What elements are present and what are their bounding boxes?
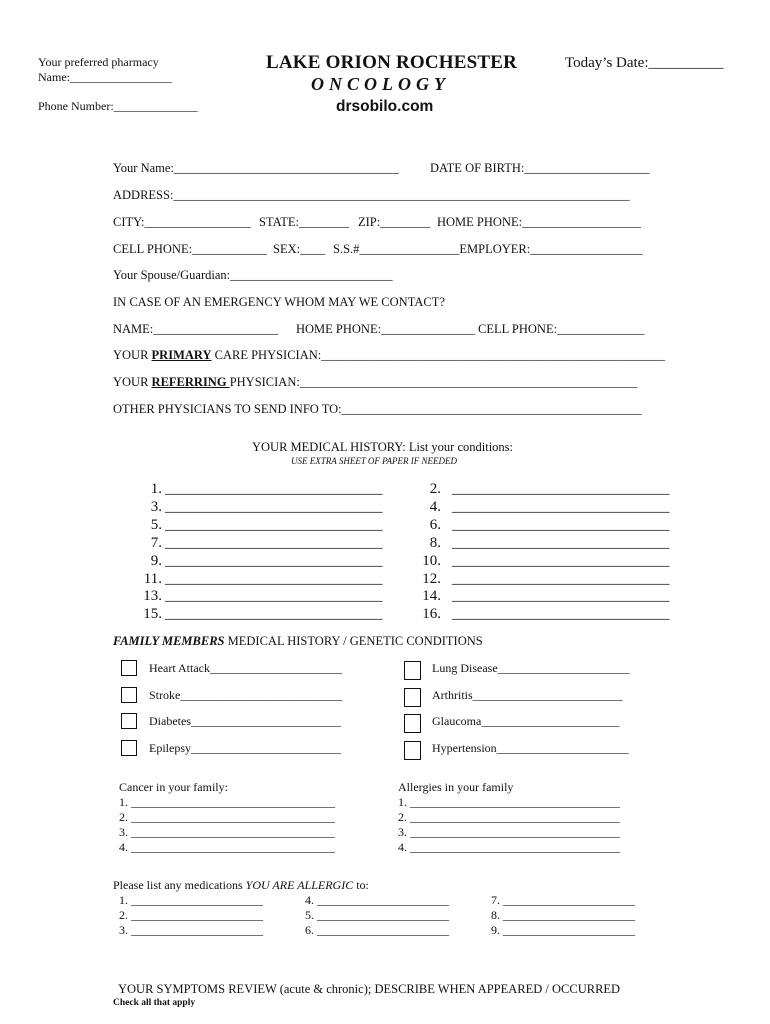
history-entry-line[interactable]: _____________________________ xyxy=(165,481,383,497)
history-entry-line[interactable]: _____________________________ xyxy=(165,516,383,533)
history-number: 14. xyxy=(422,588,441,605)
zip-field[interactable]: ZIP:________ xyxy=(358,215,431,229)
ssn-employer-field[interactable]: S.S.#________________EMPLOYER:__________________ xyxy=(333,242,643,256)
cancer-title: Cancer in your family: xyxy=(119,780,228,794)
history-number: 15. xyxy=(143,606,162,623)
condition-checkbox[interactable] xyxy=(121,740,137,756)
family-condition[interactable]: Arthritis_________________________ xyxy=(432,688,623,702)
primary-suffix: CARE PHYSICIAN:_______________________________________________________ xyxy=(211,348,666,362)
medications-title-emphasis: YOU ARE ALLERGIC xyxy=(245,878,354,892)
history-number: 13. xyxy=(143,588,162,605)
history-entry-line[interactable]: _____________________________ xyxy=(452,534,670,551)
practice-subtitle: ONCOLOGY xyxy=(311,74,450,94)
history-entry-line[interactable]: _____________________________ xyxy=(165,498,383,515)
history-number: 9. xyxy=(150,552,162,569)
pharmacy-label: Your preferred pharmacy xyxy=(38,55,159,69)
home-phone-field[interactable]: HOME PHONE:___________________ xyxy=(437,215,641,229)
history-entry-line[interactable]: _____________________________ xyxy=(165,606,383,623)
medical-history-note: USE EXTRA SHEET OF PAPER IF NEEDED xyxy=(291,456,457,466)
medication-entry-line[interactable]: 4. ______________________ xyxy=(305,893,449,907)
history-entry-line[interactable]: _____________________________ xyxy=(165,552,383,569)
cancer-entry-line[interactable]: 3. __________________________________ xyxy=(119,825,335,839)
condition-checkbox[interactable] xyxy=(404,714,421,733)
allergy-entry-line[interactable]: 4. ___________________________________ xyxy=(398,840,620,854)
condition-checkbox[interactable] xyxy=(404,661,421,680)
condition-checkbox[interactable] xyxy=(121,660,137,676)
medication-entry-line[interactable]: 9. ______________________ xyxy=(491,923,635,937)
history-number: 5. xyxy=(150,516,162,533)
history-number: 12. xyxy=(422,570,441,587)
cancer-entry-line[interactable]: 1. __________________________________ xyxy=(119,795,335,809)
medications-title-post: to: xyxy=(353,878,369,892)
allergies-title: Allergies in your family xyxy=(398,780,514,794)
history-entry-line[interactable]: _____________________________ xyxy=(452,481,670,497)
medication-entry-line[interactable]: 5. ______________________ xyxy=(305,908,449,922)
medication-entry-line[interactable]: 2. ______________________ xyxy=(119,908,263,922)
allergy-entry-line[interactable]: 3. ___________________________________ xyxy=(398,825,620,839)
family-title-rest: MEDICAL HISTORY / GENETIC CONDITIONS xyxy=(224,634,483,648)
primary-prefix: YOUR xyxy=(113,348,152,362)
address-field[interactable]: ADDRESS:_________________________________________________________________________ xyxy=(113,188,630,202)
referring-emphasis: REFERRING xyxy=(151,375,230,389)
spouse-field[interactable]: Your Spouse/Guardian:__________________________ xyxy=(113,268,393,282)
primary-physician-field[interactable] xyxy=(113,348,665,363)
pharmacy-name-field[interactable]: Name:_________________ xyxy=(38,70,172,84)
medical-history-title: YOUR MEDICAL HISTORY: List your conditions: xyxy=(252,440,514,454)
referring-prefix: YOUR xyxy=(113,375,152,389)
family-title-emphasis: FAMILY MEMBERS xyxy=(113,634,225,648)
todays-date-field[interactable]: Today’s Date:__________ xyxy=(565,55,724,71)
history-number: 11. xyxy=(143,570,162,587)
name-field[interactable]: Your Name:____________________________________ xyxy=(113,161,399,175)
cancer-entry-line[interactable]: 4. __________________________________ xyxy=(119,840,335,854)
history-number: 3. xyxy=(150,498,162,515)
practice-website: drsobilo.com xyxy=(336,98,434,115)
family-condition[interactable]: Lung Disease______________________ xyxy=(432,661,630,675)
other-physicians-field[interactable]: OTHER PHYSICIANS TO SEND INFO TO:________________________________________________ xyxy=(113,402,642,416)
cell-phone-field[interactable]: CELL PHONE:____________ xyxy=(113,242,268,256)
medications-title-pre: Please list any medications xyxy=(113,878,246,892)
medication-entry-line[interactable]: 8. ______________________ xyxy=(491,908,635,922)
condition-checkbox[interactable] xyxy=(404,688,421,707)
emergency-question: IN CASE OF AN EMERGENCY WHOM MAY WE CONTACT? xyxy=(113,295,445,309)
referring-physician-field[interactable] xyxy=(113,375,637,390)
allergy-entry-line[interactable]: 2. ___________________________________ xyxy=(398,810,620,824)
family-condition[interactable]: Epilepsy_________________________ xyxy=(149,741,341,755)
medication-entry-line[interactable]: 7. ______________________ xyxy=(491,893,635,907)
family-history-title xyxy=(113,634,483,649)
emergency-home-phone-field[interactable]: HOME PHONE:_______________ xyxy=(296,322,475,336)
medication-entry-line[interactable]: 1. ______________________ xyxy=(119,893,263,907)
referring-suffix: PHYSICIAN:______________________________________________________ xyxy=(229,375,638,389)
history-entry-line[interactable]: _____________________________ xyxy=(452,588,670,605)
emergency-name-field[interactable]: NAME:____________________ xyxy=(113,322,279,336)
emergency-cell-phone-field[interactable]: CELL PHONE:______________ xyxy=(478,322,645,336)
family-condition[interactable]: Heart Attack______________________ xyxy=(149,661,342,675)
history-number: 10. xyxy=(422,552,441,569)
condition-checkbox[interactable] xyxy=(121,687,137,703)
history-entry-line[interactable]: _____________________________ xyxy=(452,498,670,515)
history-number: 2. xyxy=(429,481,441,497)
sex-field[interactable]: SEX:____ xyxy=(273,242,326,256)
family-condition[interactable]: Stroke___________________________ xyxy=(149,688,343,702)
history-entry-line[interactable]: _____________________________ xyxy=(452,570,670,587)
history-number: 4. xyxy=(429,498,441,515)
family-condition[interactable]: Diabetes_________________________ xyxy=(149,714,341,728)
primary-emphasis: PRIMARY xyxy=(151,348,212,362)
history-number: 1. xyxy=(150,481,162,497)
allergy-entry-line[interactable]: 1. ___________________________________ xyxy=(398,795,620,809)
history-number: 16. xyxy=(422,606,441,623)
condition-checkbox[interactable] xyxy=(121,713,137,729)
pharmacy-phone-field[interactable]: Phone Number:______________ xyxy=(38,99,198,113)
history-entry-line[interactable]: _____________________________ xyxy=(165,588,383,605)
history-number: 8. xyxy=(429,534,441,551)
history-number: 7. xyxy=(150,534,162,551)
history-entry-line[interactable]: _____________________________ xyxy=(165,570,383,587)
medication-entry-line[interactable]: 3. ______________________ xyxy=(119,923,263,937)
family-condition[interactable]: Hypertension______________________ xyxy=(432,741,629,755)
state-field[interactable]: STATE:________ xyxy=(259,215,349,229)
condition-checkbox[interactable] xyxy=(404,741,421,760)
city-field[interactable]: CITY:_________________ xyxy=(113,215,251,229)
history-number: 6. xyxy=(429,516,441,533)
practice-name: LAKE ORION ROCHESTER xyxy=(266,52,518,73)
check-all-note: Check all that apply xyxy=(113,998,196,1008)
history-entry-line[interactable]: _____________________________ xyxy=(165,534,383,551)
history-entry-line[interactable]: _____________________________ xyxy=(452,516,670,533)
medications-title xyxy=(113,878,369,893)
history-entry-line[interactable]: _____________________________ xyxy=(452,552,670,569)
cancer-entry-line[interactable]: 2. __________________________________ xyxy=(119,810,335,824)
history-entry-line[interactable]: _____________________________ xyxy=(452,606,670,623)
medication-entry-line[interactable]: 6. ______________________ xyxy=(305,923,449,937)
symptoms-title: YOUR SYMPTOMS REVIEW (acute & chronic); DESCRIBE WHEN APPEARED / OCCURRED xyxy=(118,982,621,996)
family-condition[interactable]: Glaucoma_______________________ xyxy=(432,714,620,728)
dob-field[interactable]: DATE OF BIRTH:____________________ xyxy=(430,161,650,175)
